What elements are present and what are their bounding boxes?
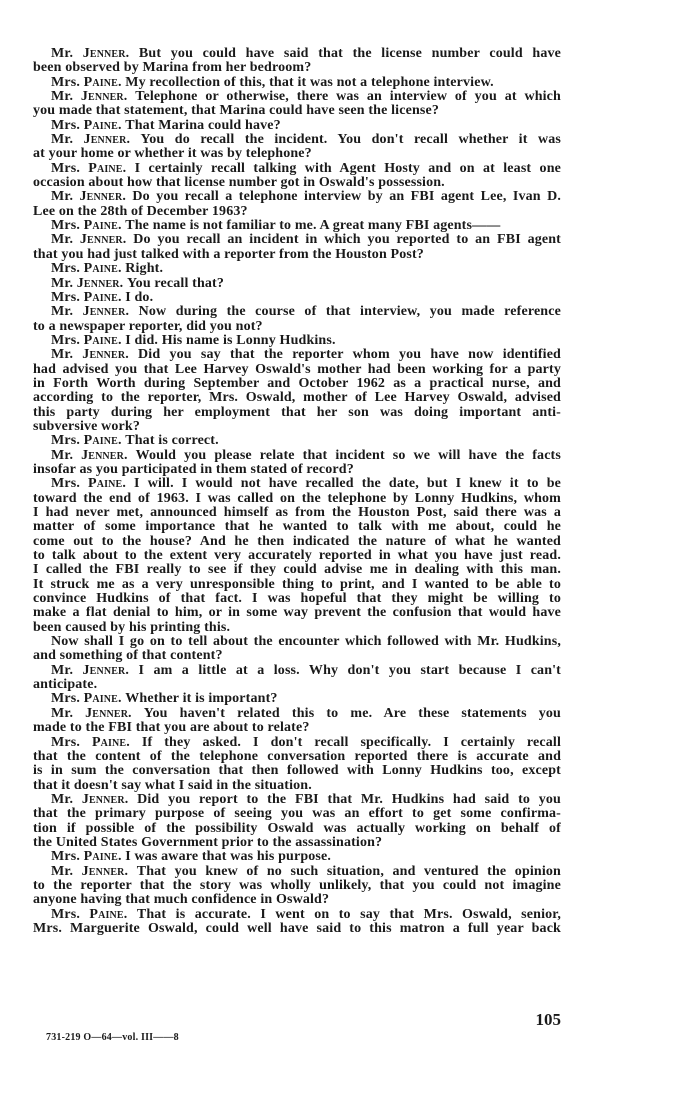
testimony-paragraph — [33, 233, 561, 262]
text-line — [33, 449, 561, 463]
line-text: been observed by Marina from her bedroom? — [33, 60, 312, 76]
testimony-paragraph — [33, 865, 561, 908]
speaker-name: Jenner. — [79, 189, 133, 205]
line-text: It struck me as a very unresponsible thing to print, and I wanted to be able to — [33, 576, 561, 592]
text-line — [33, 692, 561, 706]
speaker-title: Mr. — [51, 662, 83, 678]
text-line — [33, 707, 561, 721]
line-text: I am a little at a loss. Why don't you start because I can't — [138, 662, 561, 678]
text-line — [33, 750, 561, 764]
testimony-paragraph — [33, 334, 561, 348]
line-text: made to the FBI that you are about to relate? — [33, 720, 310, 736]
text-line — [33, 506, 561, 520]
text-line — [33, 248, 561, 262]
speaker-title: Mrs. — [51, 476, 89, 492]
speaker-name: Paine. — [88, 476, 135, 492]
text-line — [33, 119, 561, 133]
text-line — [33, 736, 561, 750]
text-line — [33, 779, 561, 793]
text-line — [33, 606, 561, 620]
text-line — [33, 635, 561, 649]
line-text: at your home or whether it was by telephone? — [33, 146, 312, 162]
text-line — [33, 291, 561, 305]
testimony-paragraph — [33, 449, 561, 478]
line-text: That you knew of no such situation, and ventured the opinion — [136, 863, 561, 879]
speaker-title: Mr. — [51, 89, 81, 105]
text-line — [33, 348, 561, 362]
line-text: that you had just talked with a reporter from the Houston Post? — [33, 246, 424, 262]
speaker-name: Paine. — [83, 691, 126, 707]
line-text: Now during the course of that interview, you made reference — [138, 304, 561, 320]
text-line — [33, 205, 561, 219]
line-text: you made that statement, that Marina could have seen the license? — [33, 103, 439, 119]
speaker-title: Mr. — [51, 232, 80, 248]
line-text: I did. His name is Lonny Hudkins. — [125, 332, 336, 348]
text-line — [33, 334, 561, 348]
testimony-paragraph — [33, 477, 561, 635]
text-line — [33, 793, 561, 807]
text-line — [33, 764, 561, 778]
speaker-title: Mrs. — [51, 849, 84, 865]
speaker-title: Mr. — [51, 705, 86, 721]
text-line — [33, 190, 561, 204]
text-line — [33, 621, 561, 635]
line-text: anticipate. — [33, 677, 98, 693]
line-text: is in sum the conversation that then followed with Lonny Hudkins too, except — [33, 763, 561, 779]
line-text: I do. — [125, 289, 154, 305]
text-line — [33, 865, 561, 879]
speaker-name: Paine. — [83, 849, 126, 865]
speaker-title: Mrs. — [51, 289, 84, 305]
speaker-name: Jenner. — [81, 863, 137, 879]
testimony-paragraph — [33, 736, 561, 793]
text-line — [33, 76, 561, 90]
text-line — [33, 836, 561, 850]
line-text: You recall that? — [126, 275, 224, 291]
speaker-title: Mrs. — [51, 117, 84, 133]
text-line — [33, 879, 561, 893]
text-line — [33, 104, 561, 118]
line-text: Would you please relate that incident so we will have the facts — [135, 447, 561, 463]
speaker-title: Mrs. — [51, 74, 84, 90]
line-text: subversive work? — [33, 418, 141, 434]
line-text: You do recall the incident. You don't recall whether it was — [140, 132, 561, 148]
text-line — [33, 549, 561, 563]
testimony-paragraph — [33, 162, 561, 191]
line-text: that the primary purpose of seeing you was an effort to get some confirma- — [33, 806, 561, 822]
line-text: according to the reporter, Mrs. Oswald, mother of Lee Harvey Oswald, advised — [33, 390, 561, 406]
testimony-paragraph — [33, 90, 561, 119]
text-line — [33, 893, 561, 907]
text-line — [33, 578, 561, 592]
text-line — [33, 277, 561, 291]
testimony-paragraph — [33, 850, 561, 864]
testimony-paragraph — [33, 635, 561, 664]
line-text: But you could have said that the license number could have — [138, 46, 561, 61]
line-text: make a flat denial to him, or in some way prevent the confusion that would have — [33, 605, 561, 621]
line-text: Telephone or otherwise, there was an interview of you at which — [135, 89, 561, 105]
speaker-title: Mr. — [51, 275, 77, 291]
line-text: anyone having that much confidence in Oswald? — [33, 892, 330, 908]
speaker-name: Jenner. — [83, 132, 141, 148]
text-line — [33, 678, 561, 692]
speaker-title: Mrs. — [51, 433, 84, 449]
line-text: had advised you that Lee Harvey Oswald's mother had been working for a party — [33, 361, 561, 377]
line-text: to the reporter that the story was wholly unlikely, that you could not imagine — [33, 877, 561, 893]
speaker-name: Jenner. — [80, 89, 136, 105]
transcript-body — [33, 47, 561, 936]
line-text: tion if possible of the possibility Oswald was actually working on behalf of — [33, 820, 561, 836]
text-line — [33, 320, 561, 334]
speaker-title: Mrs. — [51, 218, 84, 234]
line-text: The name is not familiar to me. A great many FBI agents—— — [125, 218, 501, 234]
text-line — [33, 90, 561, 104]
line-text: matter of some importance that he wanted to talk with me about, could he — [33, 519, 561, 535]
speaker-name: Paine. — [89, 906, 137, 922]
text-line — [33, 520, 561, 534]
speaker-title: Mr. — [51, 46, 83, 61]
line-text: to a newspaper reporter, did you not? — [33, 318, 263, 334]
speaker-title: Mr. — [51, 347, 83, 363]
text-line — [33, 377, 561, 391]
line-text: Do you recall an incident in which you reported to an FBI agent — [133, 232, 561, 248]
line-text: and something of that content? — [33, 648, 223, 664]
text-line — [33, 822, 561, 836]
line-text: been caused by his printing this. — [33, 619, 231, 635]
line-text: That is accurate. I went on to say that Mrs. Oswald, senior, — [136, 906, 561, 922]
line-text: Did you say that the reporter whom you have now identified — [138, 347, 561, 363]
text-line — [33, 721, 561, 735]
text-line — [33, 922, 561, 936]
speaker-title: Mrs. — [51, 906, 90, 922]
text-line — [33, 807, 561, 821]
text-line — [33, 850, 561, 864]
speaker-name: Jenner. — [76, 275, 127, 291]
speaker-name: Jenner. — [81, 447, 136, 463]
line-text: I will. I would not have recalled the date, but I knew it to be — [134, 476, 562, 492]
text-line — [33, 305, 561, 319]
line-text: I certainly recall talking with Agent Hosty and on at least one — [134, 160, 561, 176]
text-line — [33, 262, 561, 276]
speaker-name: Paine. — [83, 433, 126, 449]
speaker-name: Paine. — [83, 218, 126, 234]
text-line — [33, 233, 561, 247]
text-line — [33, 492, 561, 506]
line-text: that it doesn't say what I said in the situation. — [33, 777, 312, 793]
line-text: Mrs. Marguerite Oswald, could well have said to this matron a full year back — [33, 920, 561, 936]
line-text: come out to the house? And he then indicated the nature of what he wanted — [33, 533, 561, 549]
text-line — [33, 592, 561, 606]
text-line — [33, 391, 561, 405]
text-line — [33, 420, 561, 434]
testimony-paragraph — [33, 664, 561, 693]
text-line — [33, 406, 561, 420]
text-line — [33, 477, 561, 491]
line-text: that the content of the telephone conversation reported there is accurate and — [33, 748, 561, 764]
line-text: Lee on the 28th of December 1963? — [33, 203, 248, 219]
text-line — [33, 61, 561, 75]
speaker-name: Jenner. — [85, 705, 144, 721]
line-text: My recollection of this, that it was not a telephone interview. — [125, 74, 494, 90]
testimony-paragraph — [33, 277, 561, 291]
speaker-name: Paine. — [83, 117, 126, 133]
text-line — [33, 463, 561, 477]
line-text: Now shall I go on to tell about the encounter which followed with Mr. Hudkins, — [51, 634, 561, 650]
text-line — [33, 147, 561, 161]
line-text: I had never met, announced himself as from the Houston Post, said there was a — [33, 505, 561, 520]
speaker-name: Paine. — [91, 734, 142, 750]
speaker-title: Mrs. — [51, 332, 84, 348]
line-text: Right. — [125, 261, 164, 277]
text-line — [33, 649, 561, 663]
text-line — [33, 664, 561, 678]
testimony-paragraph — [33, 434, 561, 448]
line-text: this party during her employment that her son was doing important anti- — [33, 404, 561, 420]
speaker-name: Jenner. — [82, 304, 139, 320]
speaker-title: Mr. — [51, 132, 84, 148]
testimony-paragraph — [33, 262, 561, 276]
testimony-paragraph — [33, 291, 561, 305]
testimony-paragraph — [33, 348, 561, 434]
speaker-name: Jenner. — [81, 791, 138, 807]
text-line — [33, 563, 561, 577]
speaker-title: Mr. — [51, 447, 82, 463]
line-text: occasion about how that license number got in Oswald's possession. — [33, 175, 445, 191]
text-line — [33, 162, 561, 176]
speaker-name: Jenner. — [82, 347, 139, 363]
line-text: Whether it is important? — [125, 691, 278, 707]
speaker-title: Mr. — [51, 791, 82, 807]
line-text: convince Hudkins of that fact. I was hopeful that they might be willing to — [33, 591, 561, 607]
line-text: to talk about to the extent very accurately reported in what you have just read. — [33, 548, 561, 564]
line-text: I was aware that was his purpose. — [125, 849, 332, 865]
line-text: That is correct. — [125, 433, 219, 449]
speaker-name: Paine. — [88, 160, 135, 176]
testimony-paragraph — [33, 219, 561, 233]
testimony-paragraph — [33, 76, 561, 90]
line-text: the United States Government prior to the assassination? — [33, 834, 383, 850]
speaker-title: Mrs. — [51, 734, 92, 750]
line-text: I called the FBI really to see if they could advise me in dealing with this man. — [33, 562, 561, 578]
line-text: in Forth Worth during September and October 1962 as a practical nurse, and — [33, 375, 561, 391]
speaker-title: Mrs. — [51, 160, 89, 176]
speaker-title: Mr. — [51, 304, 83, 320]
testimony-paragraph — [33, 692, 561, 706]
testimony-paragraph — [33, 908, 561, 937]
line-text: You haven't related this to me. Are these statements you — [143, 705, 561, 721]
line-text: Do you recall a telephone interview by an FBI agent Lee, Ivan D. — [132, 189, 561, 205]
text-line — [33, 434, 561, 448]
speaker-name: Jenner. — [82, 46, 139, 61]
text-line — [33, 47, 561, 61]
text-line — [33, 363, 561, 377]
text-line — [33, 219, 561, 233]
line-text: That Marina could have? — [125, 117, 281, 133]
speaker-name: Paine. — [83, 289, 126, 305]
speaker-name: Jenner. — [82, 662, 139, 678]
testimony-paragraph — [33, 305, 561, 334]
testimony-paragraph — [33, 119, 561, 133]
speaker-title: Mr. — [51, 863, 82, 879]
testimony-paragraph — [33, 133, 561, 162]
line-text: toward the end of 1963. I was called on the telephone by Lonny Hudkins, whom — [33, 490, 561, 506]
speaker-name: Jenner. — [79, 232, 134, 248]
speaker-name: Paine. — [83, 261, 126, 277]
page-number: 105 — [535, 1010, 561, 1029]
text-line — [33, 176, 561, 190]
text-line — [33, 908, 561, 922]
speaker-title: Mr. — [51, 189, 80, 205]
text-line — [33, 133, 561, 147]
line-text: Did you report to the FBI that Mr. Hudkins had said to you — [137, 791, 561, 807]
speaker-title: Mrs. — [51, 691, 84, 707]
line-text: insofar as you participated in them stated of record? — [33, 461, 354, 477]
line-text: If they asked. I don't recall specifically. I certainly recall — [141, 734, 561, 750]
speaker-title: Mrs. — [51, 261, 84, 277]
testimony-paragraph — [33, 190, 561, 219]
testimony-paragraph — [33, 793, 561, 850]
speaker-name: Paine. — [83, 332, 126, 348]
testimony-paragraph — [33, 47, 561, 76]
speaker-name: Paine. — [83, 74, 126, 90]
testimony-paragraph — [33, 707, 561, 736]
text-line — [33, 535, 561, 549]
printer-imprint: 731-219 O—64—vol. III——8 — [46, 1032, 179, 1043]
